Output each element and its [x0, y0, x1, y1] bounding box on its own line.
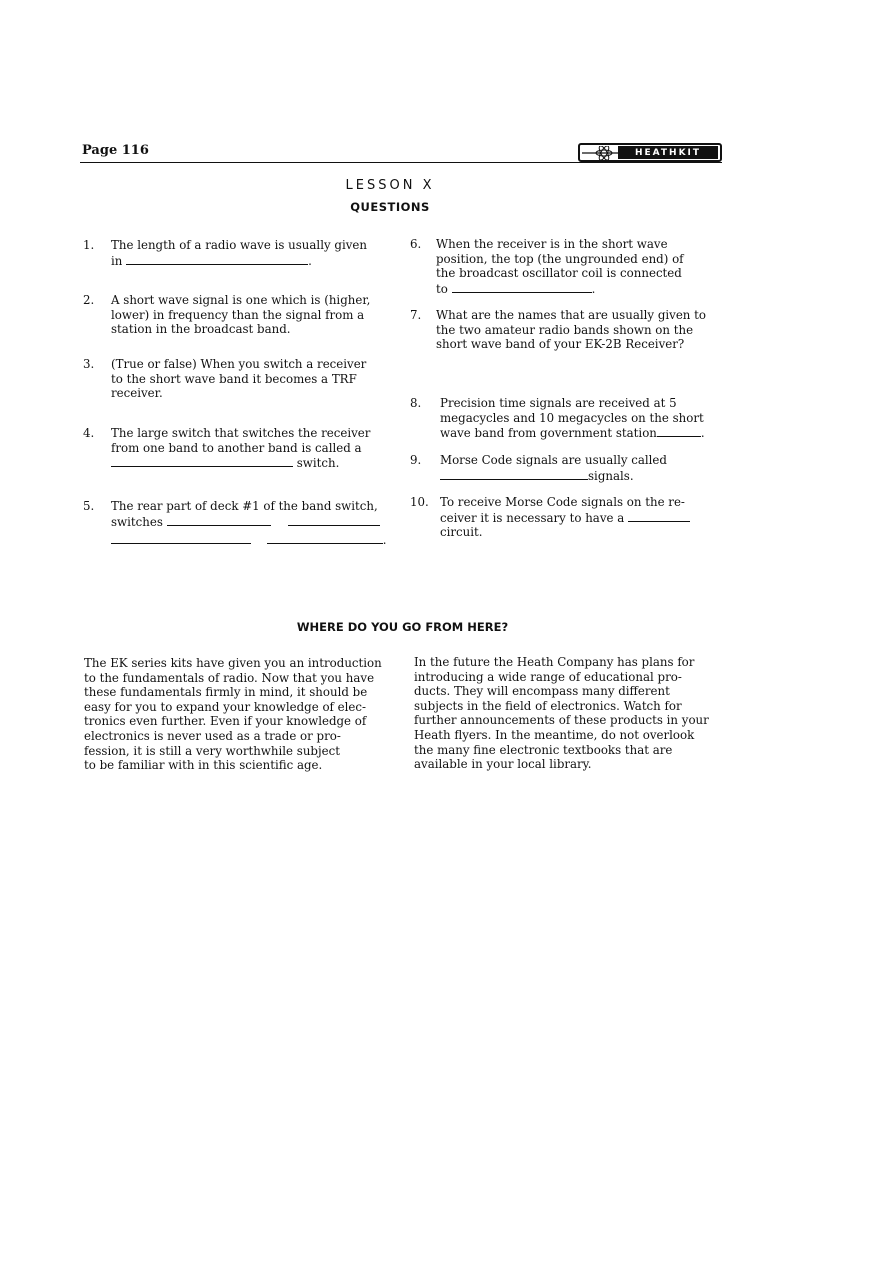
left-paragraph: The EK series kits have given you an introduction to the fundamentals of radio. Now that you have these fundamentals firmly in mind, it should be easy for you to expand your knowledge of elec- tronics even further. Even if your knowledge of electronics is never used as a trade or pro- fession, it is still a very worthwhile subject to be familiar with in this scientific age.	[84, 656, 382, 773]
atom-icon	[582, 146, 618, 160]
answer-blank[interactable]	[440, 468, 588, 480]
lesson-title: LESSON X	[345, 178, 435, 193]
section-title: WHERE DO YOU GO FROM HERE?	[296, 620, 509, 634]
page-number: Page 116	[82, 143, 149, 158]
answer-blank[interactable]	[167, 514, 271, 526]
answer-blank[interactable]	[111, 455, 293, 467]
answer-blank[interactable]	[111, 532, 251, 544]
answer-blank[interactable]	[452, 281, 592, 293]
questions-title: QUESTIONS	[350, 200, 430, 214]
answer-blank[interactable]	[126, 253, 308, 265]
answer-blank[interactable]	[267, 532, 383, 544]
heathkit-logo	[578, 143, 722, 162]
answer-blank[interactable]	[628, 510, 690, 522]
header-rule	[80, 162, 722, 163]
brand-name: HEATHKIT	[618, 146, 718, 159]
answer-blank[interactable]	[288, 514, 380, 526]
answer-blank[interactable]	[657, 425, 701, 437]
right-paragraph: In the future the Heath Company has plans for introducing a wide range of educational pro- ducts. They will encompass many different subjects in the field of electronics. Watch for further announcements of these products in your Heath flyers. In the meantime, do not overlook the many fine electronic textbooks that are available in your local library.	[414, 655, 709, 772]
